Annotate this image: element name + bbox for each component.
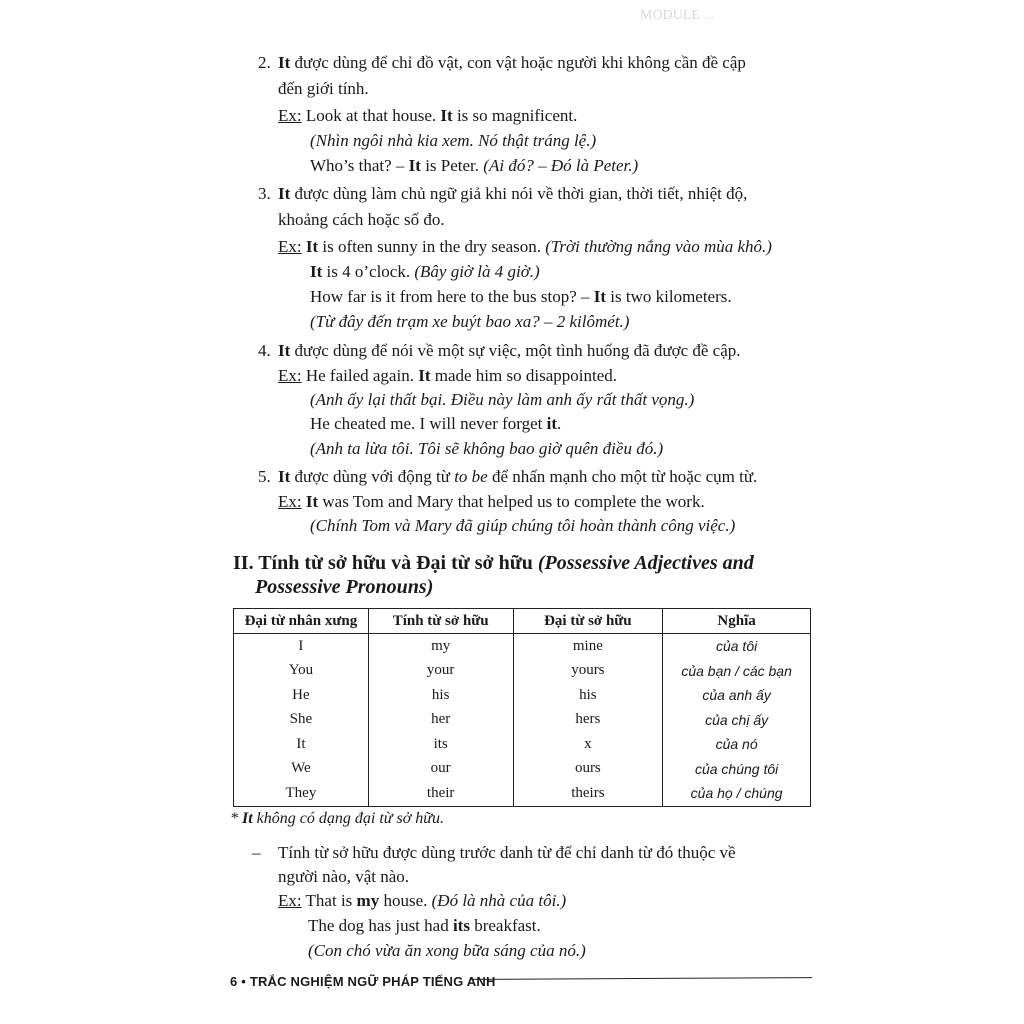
item-3-example-3: How far is it from here to the bus stop? – It is two kilometers. — [310, 287, 732, 306]
item-3-example-2: It is 4 o’clock. (Bây giờ là 4 giờ.) — [310, 262, 540, 281]
table-cell: yours — [513, 659, 663, 684]
table-cell: It — [234, 732, 369, 757]
item-4-example-1: Ex: He failed again. It made him so disappointed. — [278, 366, 617, 385]
table-cell: You — [234, 659, 369, 684]
table-cell: his — [513, 683, 663, 708]
bullet-line-1: Tính từ sở hữu được dùng trước danh từ để chỉ danh từ đó thuộc về — [278, 843, 736, 862]
table-header-cell: Đại từ sở hữu — [513, 609, 663, 634]
table-cell: của bạn / các bạn — [663, 659, 811, 684]
table-cell: your — [368, 659, 513, 684]
footer-rule — [470, 977, 812, 980]
table-cell: their — [368, 781, 513, 806]
item-5-example-1-translation: (Chính Tom và Mary đã giúp chúng tôi hoàn thành công việc.) — [310, 516, 736, 535]
item-3-number: 3. — [258, 184, 271, 203]
table-cell: its — [368, 732, 513, 757]
table-cell: của nó — [663, 732, 811, 757]
table-cell: của chúng tôi — [663, 757, 811, 782]
section-heading — [233, 551, 754, 599]
item-2-example-1: Ex: Look at that house. It is so magnificent. — [278, 106, 578, 125]
table-row — [234, 683, 811, 708]
table-cell: She — [234, 708, 369, 733]
table-cell: his — [368, 683, 513, 708]
item-2-line-1: It được dùng để chỉ đồ vật, con vật hoặc người khi không cần đề cập — [278, 53, 746, 72]
book-title: TRẮC NGHIỆM NGỮ PHÁP TIẾNG ANH — [249, 974, 496, 989]
table-cell: của họ / chúng — [663, 781, 811, 806]
table-cell: I — [234, 634, 369, 659]
item-3-line-2: khoảng cách hoặc số đo. — [278, 210, 445, 229]
table-header-row — [234, 609, 811, 634]
item-4-example-2-translation: (Anh ta lừa tôi. Tôi sẽ không bao giờ quên điều đó.) — [310, 439, 664, 458]
section-heading-line-2: Possessive Pronouns) — [255, 576, 434, 598]
table-row — [234, 732, 811, 757]
table-header-cell: Đại từ nhân xưng — [234, 609, 369, 634]
item-4-example-1-translation: (Anh ấy lại thất bại. Điều này làm anh ấy rất thất vọng.) — [310, 390, 695, 409]
table-cell: x — [513, 732, 663, 757]
item-5-line-1: It được dùng với động từ to be để nhấn mạnh cho một từ hoặc cụm từ. — [278, 467, 758, 486]
table-cell: của tôi — [663, 634, 811, 659]
bullet-example-2-translation: (Con chó vừa ăn xong bữa sáng của nó.) — [308, 941, 586, 960]
table-row — [234, 757, 811, 782]
bullet-dash: – — [252, 843, 261, 862]
table-cell: He — [234, 683, 369, 708]
bullet-example-2: The dog has just had its breakfast. — [308, 916, 541, 935]
table-row — [234, 781, 811, 806]
item-4-number: 4. — [258, 341, 271, 360]
page-number: 6 — [230, 974, 238, 989]
table-row — [234, 634, 811, 659]
table-row — [234, 659, 811, 684]
table-cell: theirs — [513, 781, 663, 806]
table-cell: my — [368, 634, 513, 659]
bleed-through-text: MODULE ... — [640, 8, 714, 23]
table-cell: our — [368, 757, 513, 782]
item-2-example-2: Who’s that? – It is Peter. (Ai đó? – Đó là Peter.) — [310, 156, 639, 175]
item-5-number: 5. — [258, 467, 271, 486]
table-header-cell: Tính từ sở hữu — [368, 609, 513, 634]
table-cell: We — [234, 757, 369, 782]
item-2-example-1-translation: (Nhìn ngôi nhà kia xem. Nó thật tráng lệ.) — [310, 131, 597, 150]
item-5-example-1: Ex: It was Tom and Mary that helped us to complete the work. — [278, 492, 705, 511]
table-cell: her — [368, 708, 513, 733]
table-cell: hers — [513, 708, 663, 733]
page-footer: 6 • TRẮC NGHIỆM NGỮ PHÁP TIẾNG ANH — [230, 974, 496, 989]
possessive-table — [233, 608, 811, 807]
table-cell: mine — [513, 634, 663, 659]
bullet-line-2: người nào, vật nào. — [278, 867, 410, 886]
table-cell: ours — [513, 757, 663, 782]
section-heading-line-1: II. Tính từ sở hữu và Đại từ sở hữu (Possessive Adjectives and — [233, 552, 754, 574]
table-header-cell: Nghĩa — [663, 609, 811, 634]
item-3-example-1: Ex: It is often sunny in the dry season. (Trời thường nắng vào mùa khô.) — [278, 237, 772, 256]
item-4-line-1: It được dùng để nói về một sự việc, một tình huống đã được đề cập. — [278, 341, 741, 360]
table-row — [234, 708, 811, 733]
item-3-example-3-translation: (Từ đây đến trạm xe buýt bao xa? – 2 kilômét.) — [310, 312, 630, 331]
item-2-number: 2. — [258, 53, 271, 72]
item-2-line-2: đến giới tính. — [278, 79, 369, 98]
item-4-example-2: He cheated me. I will never forget it. — [310, 414, 562, 433]
table-cell: They — [234, 781, 369, 806]
table-footnote: * It không có dạng đại từ sở hữu. — [230, 810, 444, 827]
table-cell: của chị ấy — [663, 708, 811, 733]
bullet-example-1: Ex: That is my house. (Đó là nhà của tôi.) — [278, 891, 567, 910]
item-3-line-1: It được dùng làm chủ ngữ giả khi nói về thời gian, thời tiết, nhiệt độ, — [278, 184, 748, 203]
table-cell: của anh ấy — [663, 683, 811, 708]
